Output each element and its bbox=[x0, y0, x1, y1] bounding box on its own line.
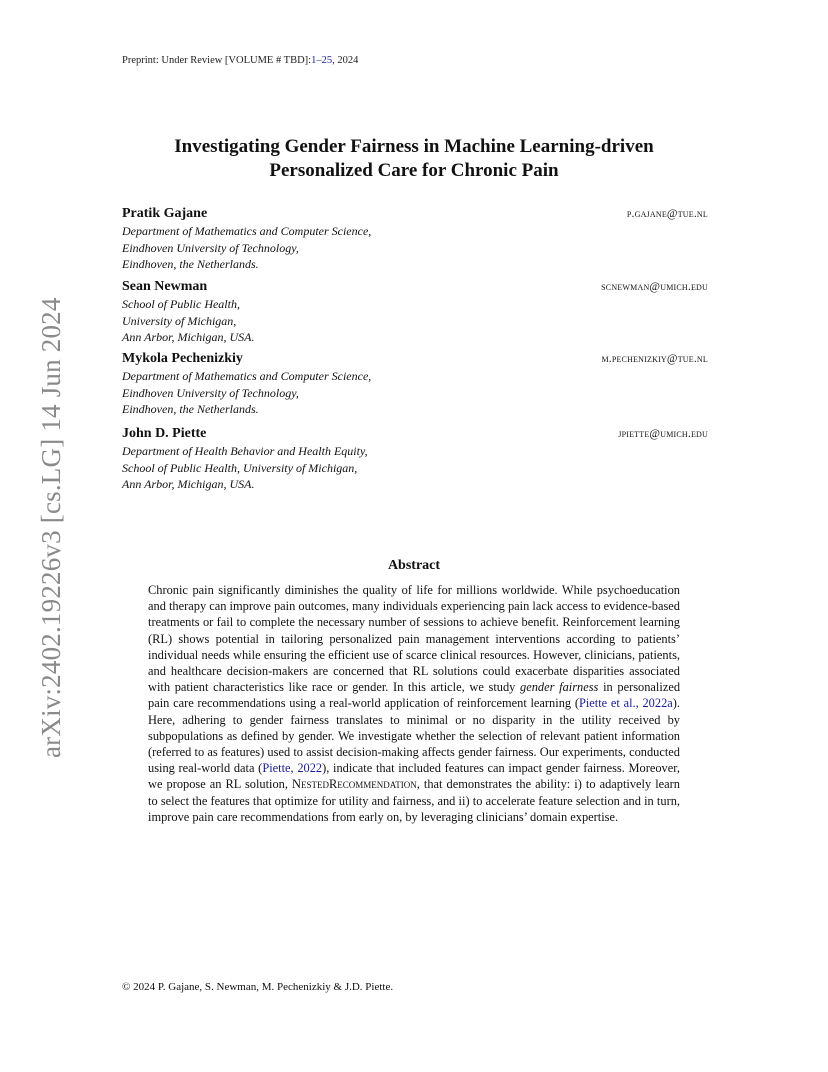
author-affiliation bbox=[122, 223, 708, 273]
affiliation-line: School of Public Health, University of Michigan, bbox=[122, 460, 358, 475]
arxiv-identifier-stamp: arXiv:2402.19226v3 [cs.LG] 14 Jun 2024 bbox=[36, 297, 66, 758]
citation-link[interactable]: Piette, 2022 bbox=[262, 761, 323, 776]
author-email[interactable]: jpiette@umich.edu bbox=[618, 428, 708, 440]
affiliation-line: Department of Health Behavior and Health Equity, bbox=[122, 444, 368, 458]
author-block-3 bbox=[122, 351, 708, 418]
page-range-link[interactable]: 1–25 bbox=[311, 55, 333, 66]
affiliation-line: Eindhoven University of Technology, bbox=[122, 240, 299, 255]
abstract-text: Chronic pain significantly diminishes the quality of life for millions worldwide. While psychoeducation and therapy can improve pain outcomes, many individuals experiencing pain lack access to evidence-based treatments or fail to complete the necessary number of sessions to achieve benefit. Reinforcement learning (RL) shows potential in tailoring personalized pain management interventions according to patients’ individual needs while ensuring the efficient use of scarce clinical resources. However, clinicians, patients, and healthcare decision-makers are concerned that RL solutions could exacerbate disparities associated with patient characteristics like race or gender. In this article, we study bbox=[148, 583, 680, 695]
affiliation-line: Eindhoven, the Netherlands. bbox=[122, 402, 259, 416]
author-name: John D. Piette bbox=[122, 426, 207, 441]
author-email[interactable]: p.gajane@tue.nl bbox=[626, 208, 708, 220]
title-line-2: Personalized Care for Chronic Pain bbox=[269, 160, 559, 181]
affiliation-line: School of Public Health, bbox=[122, 297, 240, 311]
affiliation-line: Department of Mathematics and Computer Science, bbox=[122, 369, 372, 383]
author-name: Pratik Gajane bbox=[122, 206, 208, 221]
author-affiliation bbox=[122, 368, 708, 418]
abstract-text: ), indicate that included features can impact gender fairness. Moreover, we propose an RL solution, bbox=[148, 761, 680, 792]
abstract-heading: Abstract bbox=[387, 558, 441, 573]
author-affiliation bbox=[122, 443, 708, 493]
affiliation-line: Ann Arbor, Michigan, USA. bbox=[122, 330, 255, 344]
abstract-text: in personalized pain care recommendations using a real-world application of reinforcement learning ( bbox=[148, 680, 681, 711]
affiliation-line: Eindhoven, the Netherlands. bbox=[122, 257, 259, 271]
affiliation-line: Ann Arbor, Michigan, USA. bbox=[122, 477, 255, 491]
abstract-text: , that demonstrates the ability: i) to adaptively learn to select the features that optimize for utility and fairness, and ii) to accelerate feature selection and in turn, improve pain care recommendations from early on, by leveraging clinicians’ domain expertise. bbox=[148, 777, 680, 824]
citation-link[interactable]: Piette et al., 2022a bbox=[578, 696, 673, 711]
abstract-text: ). Here, adhering to gender fairness translates to minimal or no disparity in the utility received by subpopulations as defined by gender. We investigate whether the selection of relevant patient information (referred to as features) used to assist decision-making affects gender fairness. Our experiments, conducted using real-world data ( bbox=[148, 696, 680, 776]
header-prefix: Preprint: Under Review [VOLUME # TBD]: bbox=[122, 55, 312, 66]
author-block-1 bbox=[122, 206, 708, 273]
method-name: NestedRecommendation bbox=[292, 777, 417, 792]
paper-title bbox=[100, 135, 728, 183]
author-name: Sean Newman bbox=[122, 279, 208, 294]
author-block-2 bbox=[122, 279, 708, 346]
author-email[interactable]: scnewman@umich.edu bbox=[601, 281, 708, 293]
abstract-emphasis: gender fairness bbox=[520, 680, 599, 695]
author-email[interactable]: m.pechenizkiy@tue.nl bbox=[601, 353, 708, 365]
running-header bbox=[122, 55, 358, 66]
title-line-1: Investigating Gender Fairness in Machine Learning-driven bbox=[174, 136, 654, 157]
affiliation-line: Eindhoven University of Technology, bbox=[122, 385, 299, 400]
author-block-4 bbox=[122, 426, 708, 493]
header-year: , 2024 bbox=[332, 55, 359, 66]
abstract-body bbox=[148, 582, 680, 825]
copyright-footer: © 2024 P. Gajane, S. Newman, M. Pechenizkiy & J.D. Piette. bbox=[122, 981, 394, 993]
affiliation-line: Department of Mathematics and Computer Science, bbox=[122, 224, 372, 238]
author-affiliation bbox=[122, 296, 708, 346]
affiliation-line: University of Michigan, bbox=[122, 313, 237, 328]
author-name: Mykola Pechenizkiy bbox=[122, 351, 243, 366]
